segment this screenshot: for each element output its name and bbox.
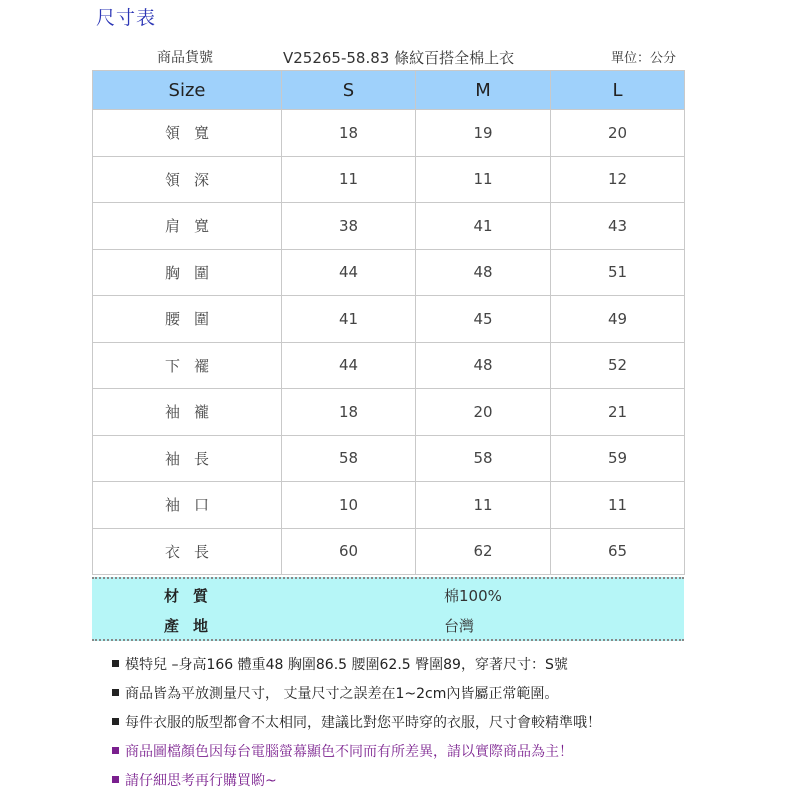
note-text: 模特兒 –身高166 體重48 胸圍86.5 腰圍62.5 臀圍89，穿著尺寸：S號 — [125, 657, 568, 673]
material-value: 棉100% — [444, 587, 502, 605]
table-row — [93, 110, 685, 157]
table-row — [93, 482, 685, 529]
measurement-label: 腰圍 — [93, 296, 282, 343]
measurement-value: 48 — [416, 342, 551, 389]
origin-row — [92, 611, 684, 639]
note-item — [112, 654, 712, 683]
table-header-row — [93, 71, 685, 110]
measurement-value: 52 — [551, 342, 685, 389]
note-text: 每件衣服的版型都會不太相同，建議比對您平時穿的衣服，尺寸會較精準哦！ — [125, 715, 601, 731]
measurement-value: 51 — [551, 249, 685, 296]
header-size: Size — [93, 71, 282, 110]
size-table — [92, 70, 685, 575]
measurement-value: 65 — [551, 528, 685, 575]
measurement-value: 19 — [416, 110, 551, 157]
measurement-value: 11 — [416, 156, 551, 203]
measurement-value: 59 — [551, 435, 685, 482]
note-item — [112, 683, 712, 712]
header-l: L — [551, 71, 685, 110]
note-text: 請仔細思考再行購買喲~ — [125, 773, 277, 789]
measurement-label: 袖口 — [93, 482, 282, 529]
measurement-label: 袖長 — [93, 435, 282, 482]
table-row — [93, 296, 685, 343]
measurement-label: 領深 — [93, 156, 282, 203]
measurement-value: 18 — [282, 110, 416, 157]
measurement-value: 11 — [282, 156, 416, 203]
measurement-value: 62 — [416, 528, 551, 575]
material-row — [92, 581, 684, 609]
bullet-icon — [112, 660, 119, 667]
measurement-value: 43 — [551, 203, 685, 250]
measurement-value: 21 — [551, 389, 685, 436]
bullet-icon — [112, 718, 119, 725]
measurement-value: 20 — [416, 389, 551, 436]
bullet-icon — [112, 776, 119, 783]
note-item — [112, 770, 712, 799]
product-name: V25265-58.83 條紋百搭全棉上衣 — [283, 49, 515, 67]
note-text: 商品圖檔顏色因每台電腦螢幕顯色不同而有所差異，請以實際商品為主！ — [125, 744, 573, 760]
measurement-value: 58 — [282, 435, 416, 482]
measurement-value: 58 — [416, 435, 551, 482]
material-label: 材質 — [164, 587, 223, 605]
measurement-value: 11 — [551, 482, 685, 529]
measurement-value: 44 — [282, 342, 416, 389]
header-m: M — [416, 71, 551, 110]
measurement-label: 袖襱 — [93, 389, 282, 436]
table-row — [93, 249, 685, 296]
unit-label: 單位：公分 — [611, 51, 677, 66]
origin-value: 台灣 — [444, 617, 475, 635]
table-row — [93, 203, 685, 250]
measurement-value: 41 — [416, 203, 551, 250]
note-text: 商品皆為平放測量尺寸， 丈量尺寸之誤差在1~2cm內皆屬正常範圍。 — [125, 686, 559, 702]
page-title: 尺寸表 — [96, 7, 157, 29]
product-id-label: 商品貨號 — [157, 50, 213, 66]
bullet-icon — [112, 747, 119, 754]
measurement-label: 肩寬 — [93, 203, 282, 250]
header-s: S — [282, 71, 416, 110]
notes-list — [112, 654, 712, 799]
note-item — [112, 741, 712, 770]
table-row — [93, 435, 685, 482]
table-row — [93, 156, 685, 203]
material-origin-box — [92, 577, 684, 641]
measurement-value: 20 — [551, 110, 685, 157]
measurement-value: 38 — [282, 203, 416, 250]
measurement-value: 41 — [282, 296, 416, 343]
table-row — [93, 342, 685, 389]
measurement-value: 45 — [416, 296, 551, 343]
measurement-value: 11 — [416, 482, 551, 529]
measurement-value: 49 — [551, 296, 685, 343]
measurement-value: 44 — [282, 249, 416, 296]
measurement-label: 衣長 — [93, 528, 282, 575]
measurement-value: 18 — [282, 389, 416, 436]
measurement-value: 12 — [551, 156, 685, 203]
measurement-value: 10 — [282, 482, 416, 529]
measurement-value: 48 — [416, 249, 551, 296]
origin-label: 產地 — [164, 617, 223, 635]
measurement-label: 領寬 — [93, 110, 282, 157]
measurement-label: 下襬 — [93, 342, 282, 389]
bullet-icon — [112, 689, 119, 696]
measurement-label: 胸圍 — [93, 249, 282, 296]
measurement-value: 60 — [282, 528, 416, 575]
table-row — [93, 389, 685, 436]
note-item — [112, 712, 712, 741]
table-row — [93, 528, 685, 575]
